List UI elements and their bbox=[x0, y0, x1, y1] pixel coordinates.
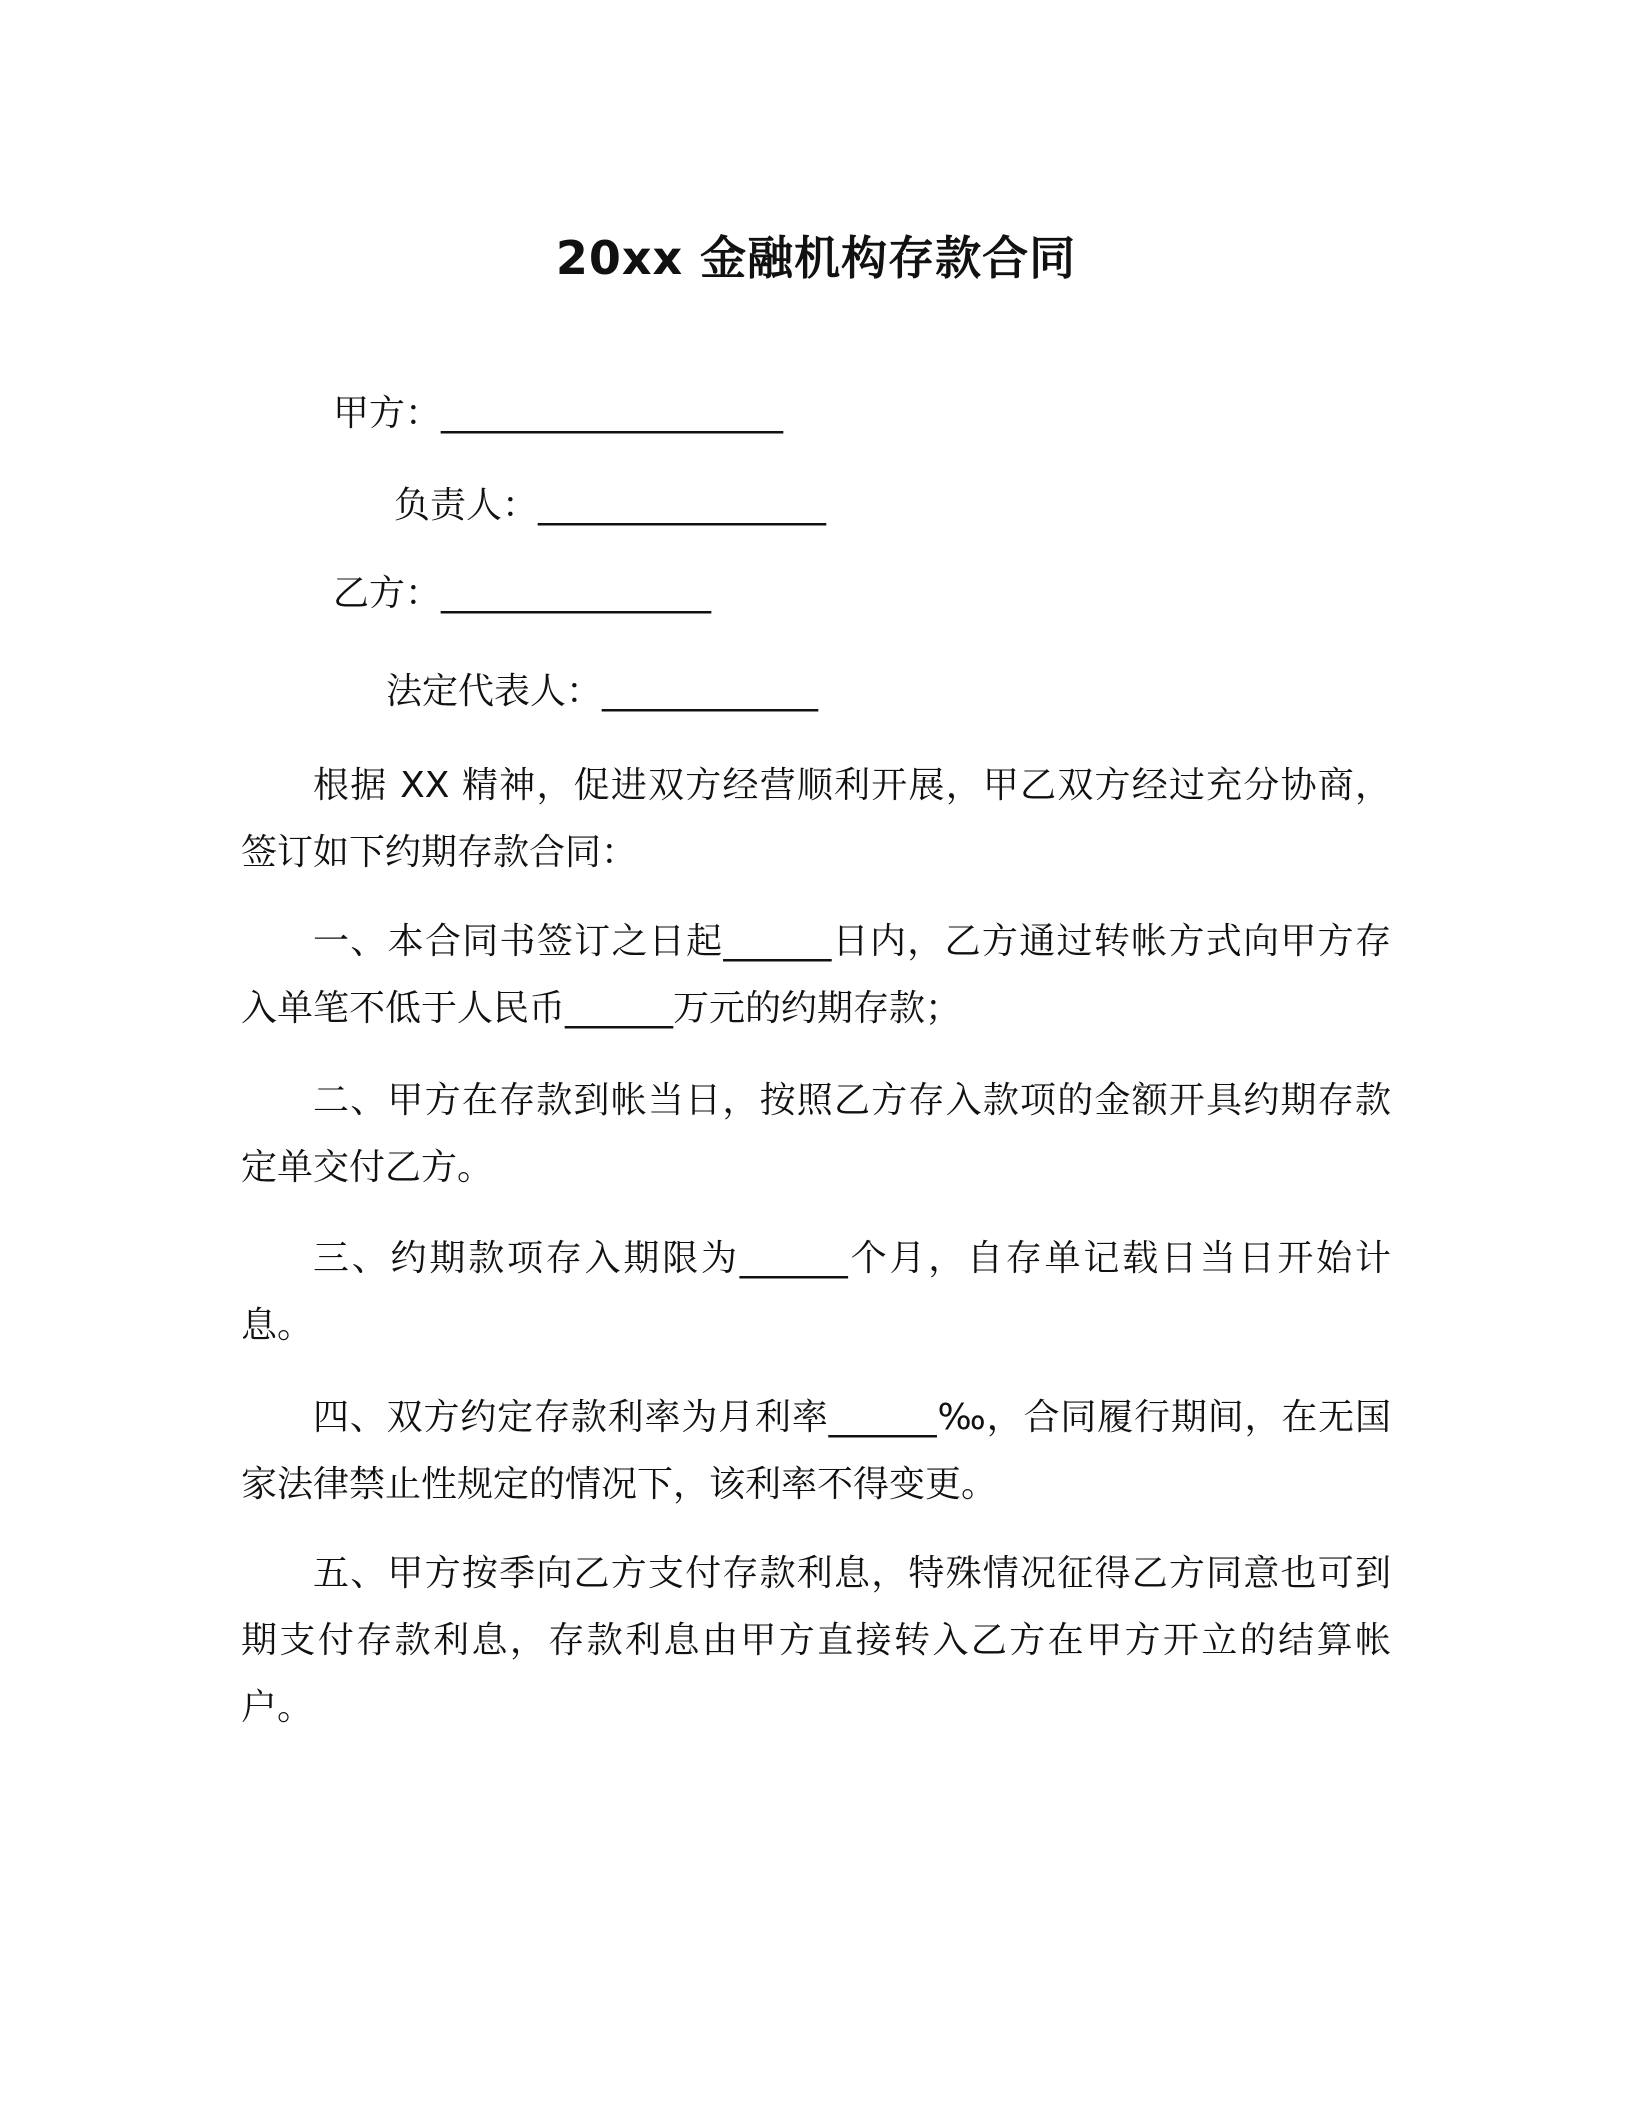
clause-5: 五、甲方按季向乙方支付存款利息，特殊情况征得乙方同意也可到期支付存款利息，存款利息由甲方直接转入乙方在甲方开立的结算帐户。 bbox=[241, 1553, 1391, 1728]
document-title: 20xx 金融机构存款合同 bbox=[555, 231, 1077, 285]
preamble-paragraph: 根据 XX 精神，促进双方经营顺利开展，甲乙双方经过充分协商，签订如下约期存款合同： bbox=[241, 765, 1391, 873]
party-b-representative-line bbox=[386, 668, 818, 716]
party-a-line bbox=[333, 390, 783, 438]
party-b-line bbox=[333, 570, 711, 618]
party-a-blank: ___________________ bbox=[441, 393, 784, 434]
clause-1: 一、本合同书签订之日起______日内，乙方通过转帐方式向甲方存入单笔不低于人民币______万元的约期存款； bbox=[241, 921, 1391, 1029]
party-a-responsible-blank: ________________ bbox=[538, 485, 827, 526]
party-b-blank: _______________ bbox=[441, 573, 712, 614]
party-b-representative-blank: ____________ bbox=[602, 671, 819, 712]
clause-4: 四、双方约定存款利率为月利率______‰，合同履行期间，在无国家法律禁止性规定的情况下，该利率不得变更。 bbox=[241, 1397, 1391, 1505]
clause-3: 三、约期款项存入期限为______个月，自存单记载日当日开始计息。 bbox=[241, 1238, 1391, 1346]
party-a-responsible-label: 负责人： bbox=[394, 485, 539, 526]
party-a-label: 甲方： bbox=[333, 393, 442, 434]
party-b-label: 乙方： bbox=[333, 573, 442, 614]
clause-2: 二、甲方在存款到帐当日，按照乙方存入款项的金额开具约期存款定单交付乙方。 bbox=[241, 1080, 1391, 1188]
party-a-responsible-line bbox=[394, 482, 826, 530]
party-b-representative-label: 法定代表人： bbox=[386, 671, 603, 712]
